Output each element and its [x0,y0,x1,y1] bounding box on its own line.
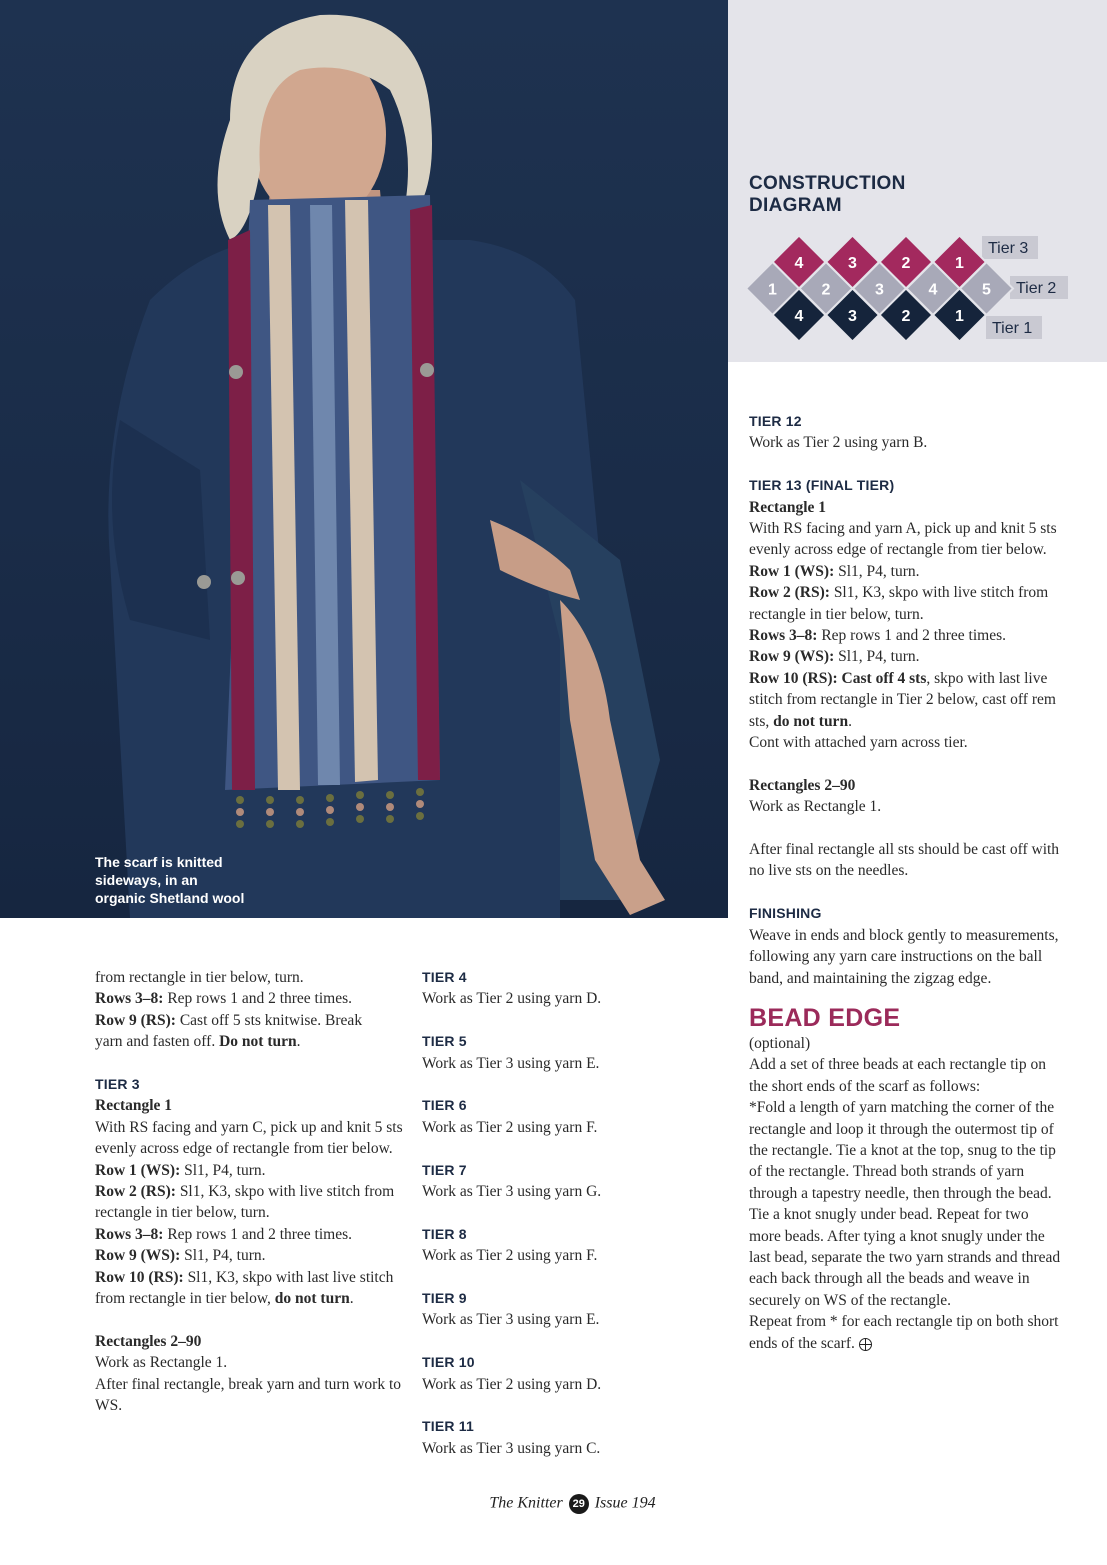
tier-1-label: Tier 1 [992,320,1033,337]
paragraph: Work as Rectangle 1. [95,1354,228,1372]
model-illustration [0,0,728,918]
tier-text: Work as Tier 3 using yarn E. [422,1054,600,1072]
construction-diagram [728,0,1107,362]
row-label: Row 2 (RS): [95,1183,176,1201]
bead-edge-title: BEAD EDGE [749,1003,901,1032]
tier-1-rectangle-number: 2 [901,308,911,325]
tier-heading: TIER 8 [422,1225,467,1242]
emphasis: do not turn [274,1290,350,1308]
tier-text: Work as Tier 3 using yarn E. [422,1311,600,1329]
row-instruction [95,988,407,1009]
tier-3-rectangle-number: 2 [901,255,911,272]
caption-line: organic Shetland wool [95,890,245,906]
subheading: Rectangles 2–90 [749,776,856,794]
end-of-pattern-icon [859,1338,872,1351]
paragraph: After final rectangle, break yarn and turn work to WS. [95,1375,401,1415]
optional-note: (optional) [749,1034,811,1052]
tier-3-rectangle-number: 4 [794,255,804,272]
tier-text: Work as Tier 2 using yarn F. [422,1118,598,1136]
row-instruction [95,1181,407,1224]
tier-1-rectangle-number: 1 [955,308,964,325]
tier-3-rectangle-number: 3 [848,255,857,272]
tier-1-rectangle-number: 3 [848,308,857,325]
paragraph: *Fold a length of yarn matching the corner of the rectangle and loop it through the outermost tip of the rectangle. Tie a knot at the top, snug to the tip of the rectangle. Thread both strands of yarn through a tapestry needle, then through the bead. Tie a knot snugly under bead. Repeat for two more beads. After tying a knot snugly under the last bead, separate the two yarn strands and thread each back through all the beads and weave in securely on WS of the rectangle. [749,1099,1061,1309]
row-instruction [95,1245,407,1266]
row-instruction: Row 10 (RS): Cast off 4 sts, skpo with last live stitch from rectangle in Tier 2 below, cast off rem sts, do not turn. [749,669,1056,730]
row-instruction [95,1224,407,1245]
photo-caption [95,853,295,907]
row-text: , skpo with last live stitch from rectangle in Tier 2 below, cast off rem sts, [749,669,1056,730]
row-instruction [749,625,1064,646]
row-text: Sl1, P4, turn. [834,562,920,580]
paragraph: After final rectangle all sts should be cast off with no live sts on the needles. [749,841,1060,880]
row-label: Row 10 (RS): Cast off 4 sts [749,669,927,687]
row-instruction: yarn and fasten off. Do not turn. [95,1033,301,1051]
scarf-photo [0,0,728,918]
tier-1-rectangle-number: 4 [794,308,804,325]
row-label: Row 1 (WS): [95,1161,181,1179]
tier-2-rectangle-number: 4 [928,281,938,299]
column-1 [95,967,407,1417]
tier-3-rectangle-number: 1 [955,255,964,272]
tier-heading: TIER 13 (FINAL TIER) [749,477,895,494]
tier-heading: TIER 11 [422,1418,474,1435]
paragraph [749,1311,1064,1354]
magazine-name: The Knitter [489,1494,563,1512]
page-footer [0,1494,1107,1514]
row-instruction [749,646,1064,667]
diagram-title-line: DIAGRAM [749,195,842,216]
row-instruction [95,1010,407,1031]
tier-heading: TIER 10 [422,1354,475,1371]
row-instruction [749,561,1064,582]
tier-2-rectangle-number: 5 [982,281,991,299]
row-text: Sl1, K3, skpo with live stitch from rectangle in tier below, turn. [95,1183,395,1222]
paragraph: Cont with attached yarn across tier. [749,734,968,752]
row-text: Rep rows 1 and 2 three times. [163,1225,353,1243]
row-label: Rows 3–8: [95,990,164,1008]
tier-text: Work as Tier 2 using yarn B. [749,434,928,452]
tier-heading: TIER 9 [422,1290,467,1307]
paragraph: Weave in ends and block gently to measurements, following any yarn care instructions on the ball band, and maintaining the zigzag edge. [749,926,1059,987]
tier-heading: TIER 6 [422,1097,467,1114]
row-label: Row 9 (WS): [749,648,835,666]
row-label: Row 9 (WS): [95,1247,181,1265]
section-heading: FINISHING [749,905,822,922]
emphasis: Do not turn [219,1033,297,1051]
subheading: Rectangle 1 [749,498,827,516]
caption-line: sideways, in an [95,872,198,888]
row-label: Row 9 (RS): [95,1011,176,1029]
row-text: Cast off 5 sts knitwise. Break [175,1011,363,1029]
row-label: Row 10 (RS): [95,1268,184,1286]
tier-2-rectangle-number: 1 [768,281,777,299]
tier-heading: TIER 7 [422,1161,467,1178]
row-text: Sl1, P4, turn. [180,1247,266,1265]
emphasis: do not turn [773,712,849,730]
tier-heading: TIER 12 [749,413,802,429]
row-label: Rows 3–8: [749,627,818,645]
row-instruction [95,1160,407,1181]
construction-diagram-panel [728,0,1107,362]
tier-3-label: Tier 3 [988,240,1029,257]
tier-2-label: Tier 2 [1016,280,1057,297]
row-text: Sl1, P4, turn. [834,648,920,666]
row-label: Row 1 (WS): [749,562,835,580]
row-text: Rep rows 1 and 2 three times. [817,627,1007,645]
row-text: Sl1, K3, skpo with last live stitch from rectangle in tier below, [95,1268,394,1308]
subheading: Rectangle 1 [95,1097,173,1115]
row-text: Sl1, P4, turn. [180,1161,266,1179]
row-label: Rows 3–8: [95,1225,164,1243]
diagram-title-line: CONSTRUCTION [749,173,906,194]
tier-heading: TIER 3 [95,1076,140,1093]
paragraph: Add a set of three beads at each rectangle tip on the short ends of the scarf as follows: [749,1056,1046,1095]
tier-heading: TIER 5 [422,1033,467,1050]
tier-text: Work as Tier 2 using yarn F. [422,1247,598,1265]
paragraph-text: Repeat from * for each rectangle tip on both short ends of the scarf. [749,1313,1059,1352]
paragraph: Work as Rectangle 1. [749,798,882,816]
page-number: 29 [569,1494,589,1514]
text-line: from rectangle in tier below, turn. [95,969,304,986]
row-instruction [749,582,1064,625]
row-instruction: Row 10 (RS): Sl1, K3, skpo with last live stitch from rectangle in tier below, do not turn. [95,1268,394,1308]
column-3 [749,411,1064,1354]
row-text: Sl1, K3, skpo with live stitch from rectangle in tier below, turn. [749,584,1049,623]
paragraph: With RS facing and yarn A, pick up and knit 5 sts evenly across edge of rectangle from tier below. [749,520,1057,559]
tier-2-rectangle-number: 3 [875,281,884,299]
tier-text: Work as Tier 2 using yarn D. [422,1375,602,1393]
tier-heading: TIER 4 [422,969,467,985]
column-2 [422,967,722,1459]
row-label: Row 2 (RS): [749,584,830,602]
row-text: Rep rows 1 and 2 three times. [163,990,353,1008]
subheading: Rectangles 2–90 [95,1332,202,1350]
paragraph: With RS facing and yarn C, pick up and knit 5 sts evenly across edge of rectangle from tier below. [95,1118,403,1158]
tier-text: Work as Tier 3 using yarn C. [422,1439,601,1457]
row-text: yarn and fasten off. [95,1033,220,1051]
issue-number: Issue 194 [594,1494,656,1512]
tier-2-rectangle-number: 2 [821,281,831,299]
caption-line: The scarf is knitted [95,854,223,870]
tier-text: Work as Tier 2 using yarn D. [422,990,602,1008]
tier-text: Work as Tier 3 using yarn G. [422,1183,602,1201]
